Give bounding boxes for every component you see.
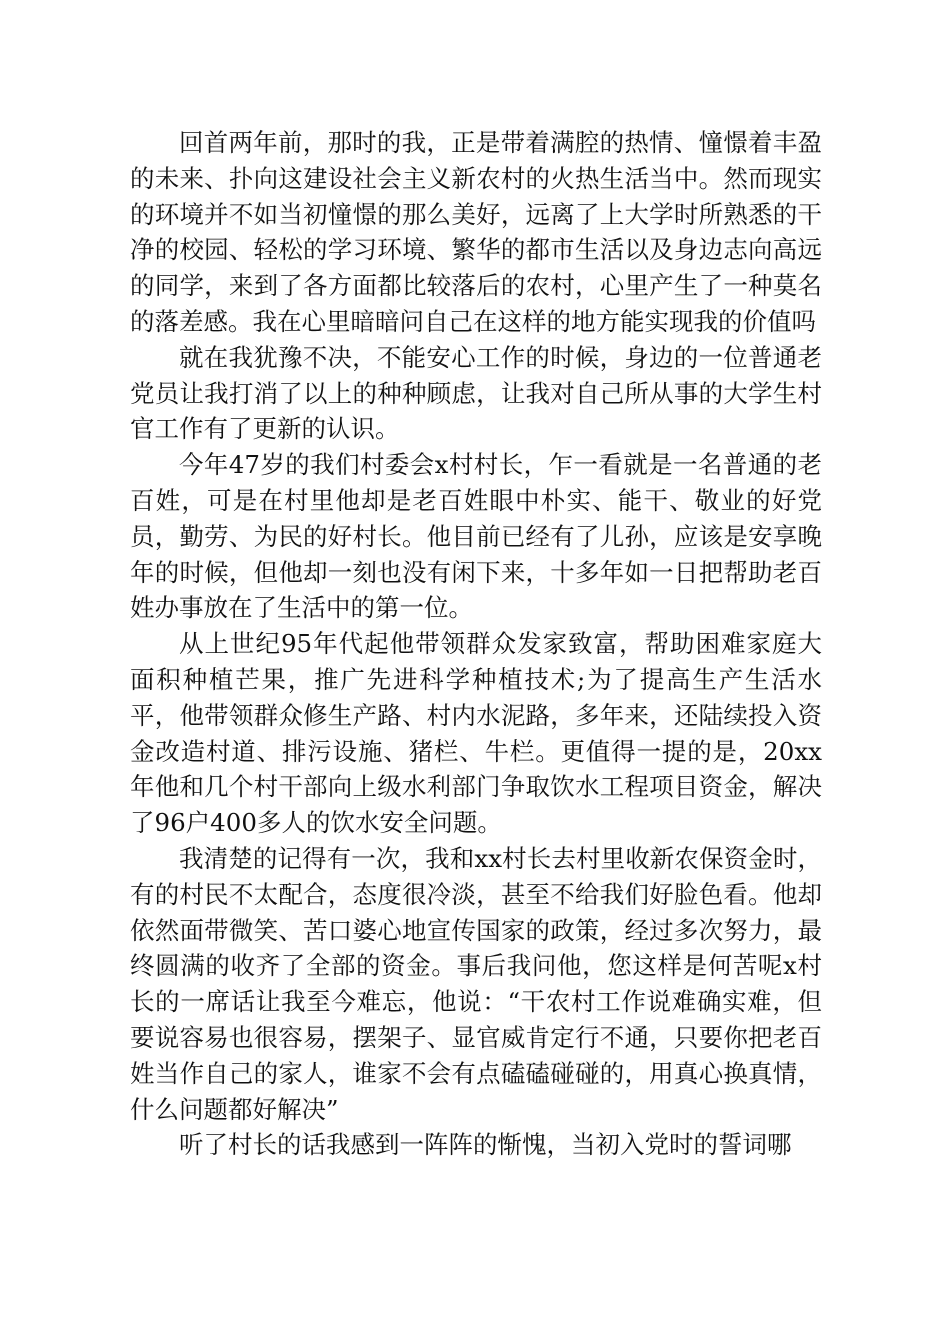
- paragraph-4: 从上世纪95年代起他带领群众发家致富，帮助困难家庭大面积种植芒果，推广先进科学种植技术;为了提高生产生活水平，他带领群众修生产路、村内水泥路，多年来，还陆续投入资金改造村道、排污设施、猪栏、牛栏。更值得一提的是，20xx年他和几个村干部向上级水利部门争取饮水工程项目资金，解决了96户400多人的饮水安全问题。: [130, 629, 822, 838]
- paragraph-5: 我清楚的记得有一次，我和xx村长去村里收新农保资金时，有的村民不太配合，态度很冷淡，甚至不给我们好脸色看。他却依然面带微笑、苦口婆心地宣传国家的政策，经过多次努力，最终圆满的收齐了全部的资金。事后我问他，您这样是何苦呢x村长的一席话让我至今难忘，他说：“干农村工作说难确实难，但要说容易也很容易，摆架子、显官威肯定行不通，只要你把老百姓当作自己的家人，谁家不会有点磕磕碰碰的，用真心换真情，什么问题都好解决”: [130, 843, 822, 1124]
- paragraph-3: 今年47岁的我们村委会x村村长，乍一看就是一名普通的老百姓，可是在村里他却是老百姓眼中朴实、能干、敬业的好党员，勤劳、为民的好村长。他目前已经有了儿孙，应该是安享晚年的时候，但他却一刻也没有闲下来，十多年如一日把帮助老百姓办事放在了生活中的第一位。: [130, 450, 822, 623]
- paragraph-2: 就在我犹豫不决，不能安心工作的时候，身边的一位普通老党员让我打消了以上的种种顾虑，让我对自己所从事的大学生村官工作有了更新的认识。: [130, 342, 822, 444]
- paragraph-1: 回首两年前，那时的我，正是带着满腔的热情、憧憬着丰盈的未来、扑向这建设社会主义新农村的火热生活当中。然而现实的环境并不如当初憧憬的那么美好，远离了上大学时所熟悉的干净的校园、轻松的学习环境、繁华的都市生活以及身边志向高远的同学，来到了各方面都比较落后的农村，心里产生了一种莫名的落差感。我在心里暗暗问自己在这样的地方能实现我的价值吗: [130, 128, 822, 336]
- paragraph-6: 听了村长的话我感到一阵阵的惭愧，当初入党时的誓词哪: [179, 1130, 792, 1160]
- document-body: [130, 125, 822, 1163]
